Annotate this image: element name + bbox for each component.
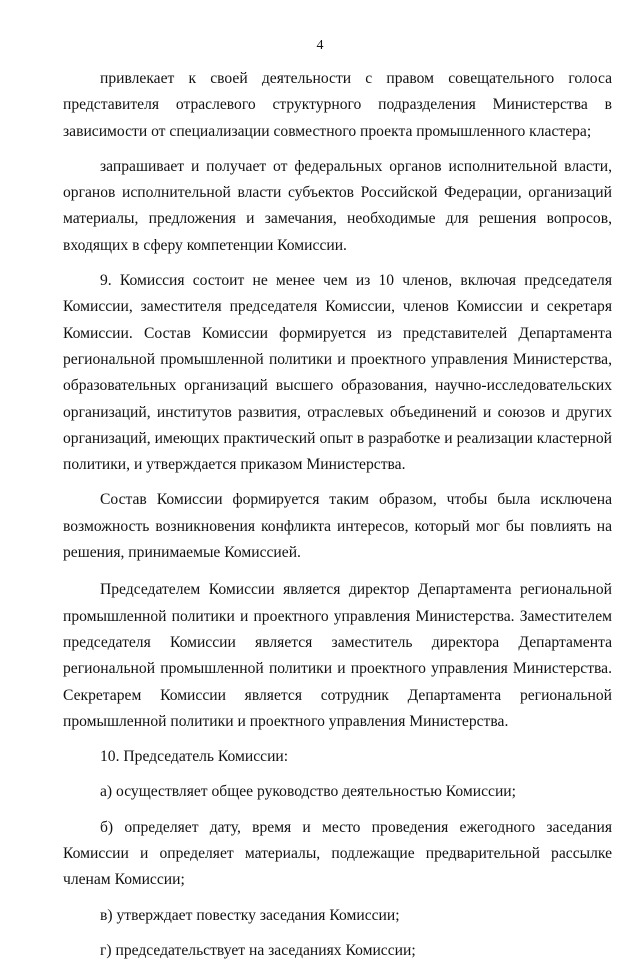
paragraph-commission-composition: 9. Комиссия состоит не менее чем из 10 членов, включая председателя Комиссии, заместителя председателя Комиссии, членов Комиссии и секретаря Комиссии. Состав Комиссии формируется из представителей Департамента региональной промышленной политики и проектного управления Министерства, образовательных организаций высшего образования, научно-исследовательских организаций, институтов развития, отраслевых объединений и союзов и других организаций, имеющих практический опыт в разработке и реализации кластерной политики, и утверждается приказом Министерства. [63,272,612,474]
paragraph-attract-representatives: привлекает к своей деятельности с правом совещательного голоса представителя отраслевого структурного подразделения Министерства в зависимости от специализации совместного проекта промышленного кластера; [63,70,612,140]
list-item-b: б) определяет дату, время и место проведения ежегодного заседания Комиссии и определяет материалы, подлежащие предварительной рассылке членам Комиссии; [63,818,612,889]
document-body [63,66,612,964]
page-number: 4 [316,38,324,53]
list-item-g: г) председательствует на заседаниях Комиссии; [100,941,416,959]
paragraph-chairman-heading: 10. Председатель Комиссии: [100,748,289,766]
paragraph-conflict-of-interest: Состав Комиссии формируется таким образом, чтобы была исключена возможность возникновения конфликта интересов, который мог бы повлиять на решения, принимаемые Комиссией. [63,491,612,562]
paragraph-chairman-definition: Председателем Комиссии является директор Департамента региональной промышленной политики и проектного управления Министерства. Заместителем председателя Комиссии является заместитель директора Департамента региональной промышленной политики и проектного управления Министерства. Секретарем Комиссии является сотрудник Департамента региональной промышленной политики и проектного управления Министерства. [63,581,612,730]
paragraph-request-materials: запрашивает и получает от федеральных органов исполнительной власти, органов исполнительной власти субъектов Российской Федерации, организаций материалы, предложения и замечания, необходимые для решения вопросов, входящих в сферу компетенции Комиссии. [63,157,612,254]
list-item-v: в) утверждает повестку заседания Комиссии; [100,906,400,924]
list-item-a: а) осуществляет общее руководство деятельностью Комиссии; [100,783,516,801]
